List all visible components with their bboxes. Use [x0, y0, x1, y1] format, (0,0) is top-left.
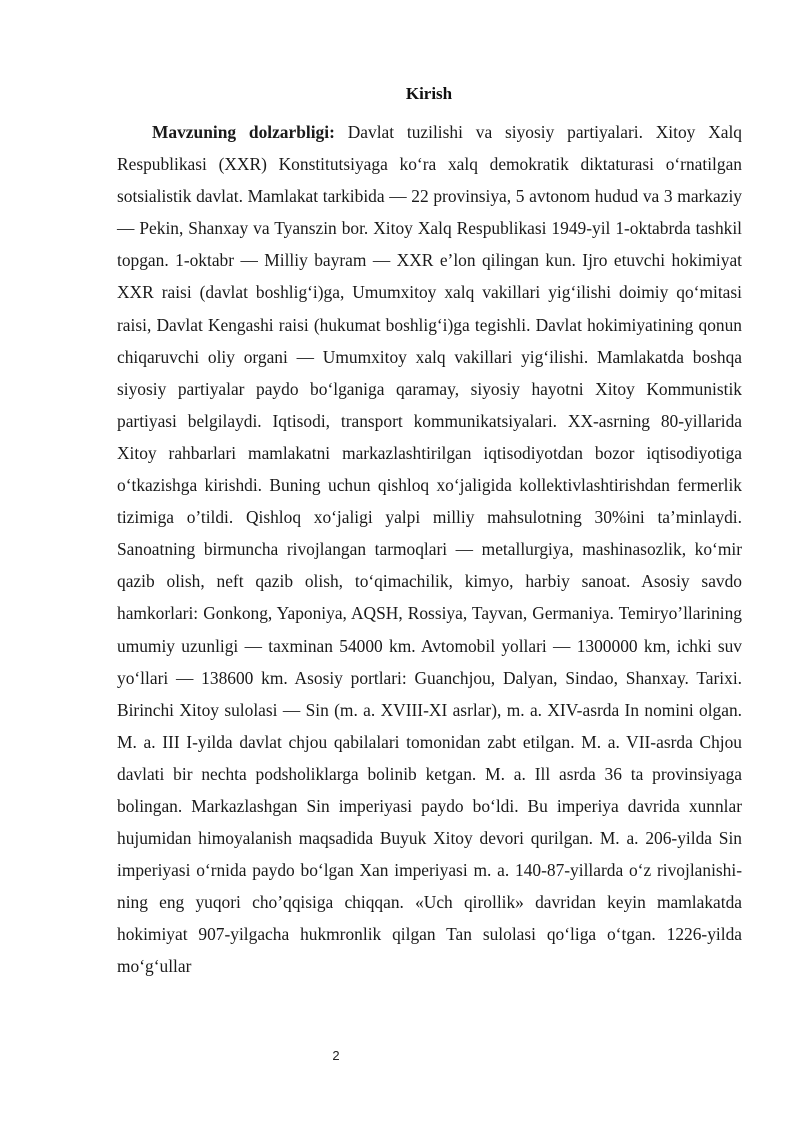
page-number: 2: [332, 1048, 340, 1063]
section-title: Kirish: [405, 84, 453, 103]
paragraph-text: Davlat tuzilishi va siyosiy partiyalari. Xitoy Xalq Respublikasi (XXR) Konstitutsiyaga ko‘ra xalq demokratik diktaturasi o‘rnatilgan sotsialistik davlat. Mamlakat tarkibida — 22 provinsiya, 5 avtonom hudud va 3 markaziy — Pekin, Shanxay va Tyanszin bor. Xitoy Xalq Respublikasi 1949-yil 1-oktabrda tashkil topgan. 1-oktabr — Milliy bayram — XXR e’lon qilingan kun. Ijro etuvchi hokimiyat XXR raisi (davlat boshlig‘i)ga, Umumxitoy xalq vakillari yig‘ilishi doimiy qo‘mitasi raisi, Davlat Kengashi raisi (hukumat boshlig‘i)ga tegishli. Davlat hokimiyatining qonun chiqaruvchi oliy organi — Umumxitoy xalq vakillari yig‘ilishi. Mamlakatda boshqa siyosiy partiyalar paydo bo‘lganiga qaramay, siyosiy hayotni Xitoy Kommunistik partiyasi belgilaydi. Iqtisodi, transport kommunikatsiyalari. XX-asrning 80-yillarida Xitoy rahbarlari mamlakatni markazlashtirilgan iqtisodiyotdan bozor iqtisodiyotiga o‘tkazishga kirishdi. Buning uchun qishloq xo‘jaligida kollektivlashtirishdan fermerlik tizimiga o’tildi. Qishloq xo‘jaligi yalpi milliy mahsulotning 30%ini ta’minlaydi. Sanoatning birmuncha rivojlangan tarmoqlari — metallurgiya, mashinasozlik, ko‘mir qazib olish, neft qazib olish, to‘qimachilik, kimyo, harbiy sanoat. Asosiy savdo hamkorlari: Gonkong, Yaponiya, AQSH, Rossiya, Tayvan, Germaniya. Temiryo’llarining umumiy uzunligi — taxminan 54000 km. Avtomobil yollari — 1300000 km, ichki suv yo‘llari — 138600 km. Asosiy portlari: Guanchjou, Dalyan, Sindao, Shanxay. Tarixi. Birinchi Xitoy sulolasi — Sin (m. a. XVIII-XI asrlar), m. a. XIV-asrda In nomini olgan. M. a. III I-yilda davlat chjou qabilalari tomonidan zabt etilgan. M. a. VII-asrda Chjou davlati bir nechta podsholiklarga bolinib ketgan. M. a. Ill asrda 36 ta provinsiyaga bolingan. Markazlashgan Sin imperiyasi paydo bo‘ldi. Bu imperiya davrida xunnlar hujumidan himoyalanish maqsadida Buyuk Xitoy devori qurilgan. M. a. 206-yilda Sin imperiyasi o‘rnida paydo bo‘lgan Xan imperiyasi m. a. 140-87-yillarda o‘z rivojlanishi- ning eng yuqori cho’qqisiga chiqqan. «Uch qirollik» davridan keyin mamlakatda hokimiyat 907-yilgacha hukmronlik qilgan Tan sulolasi qo‘liga o‘tgan. 1226-yilda mo‘g‘ullar: [117, 122, 742, 977]
lead-heading: Mavzuning dolzarbligi:: [152, 122, 335, 142]
body-paragraph: [117, 116, 742, 983]
